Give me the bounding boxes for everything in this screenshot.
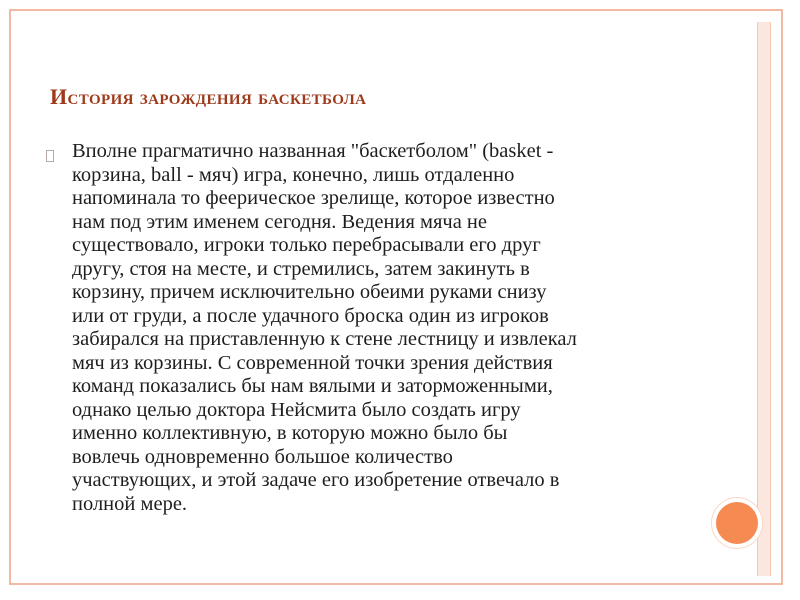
side-bar-line-left [757, 22, 758, 576]
square-bullet-icon [46, 150, 54, 162]
body-line: именно коллективную, в которую можно было бы [72, 422, 508, 444]
body-line: Вполне прагматично названная "баскетболом" (basket - [72, 140, 554, 162]
body-line: другу, стоя на месте, и стремились, затем закинуть в [72, 257, 530, 280]
body-line: или от груди, а после удачного броска один из игроков [72, 304, 549, 327]
body-line: забирался на приставленную к стене лестницу и извлекал [72, 328, 577, 350]
body-line: напоминала то феерическое зрелище, которое известно [72, 187, 555, 209]
decorative-circle [712, 498, 762, 548]
body-line: участвующих, и этой задаче его изобретение отвечало в [72, 469, 560, 491]
body-line: корзину, причем исключительно обеими руками снизу [72, 281, 547, 303]
side-bar-line-right [770, 22, 771, 576]
body-line: команд показались бы нам вялыми и заторможенными, [72, 375, 553, 397]
body-line: мяч из корзины. С современной точки зрения действия [72, 351, 553, 374]
slide-body-text [72, 140, 692, 516]
body-line: однако целью доктора Нейсмита было создать игру [72, 398, 521, 421]
slide-title: История зарождения баскетбола [50, 84, 367, 109]
body-line: нам под этим именем сегодня. Ведения мяча не [72, 210, 488, 233]
body-line: полной мере. [72, 492, 188, 515]
body-line: корзина, ball - мяч) игра, конечно, лишь отдаленно [72, 163, 515, 186]
body-line: существовало, игроки только перебрасывали его друг [72, 234, 541, 256]
body-line: вовлечь одновременно большое количество [72, 445, 453, 468]
